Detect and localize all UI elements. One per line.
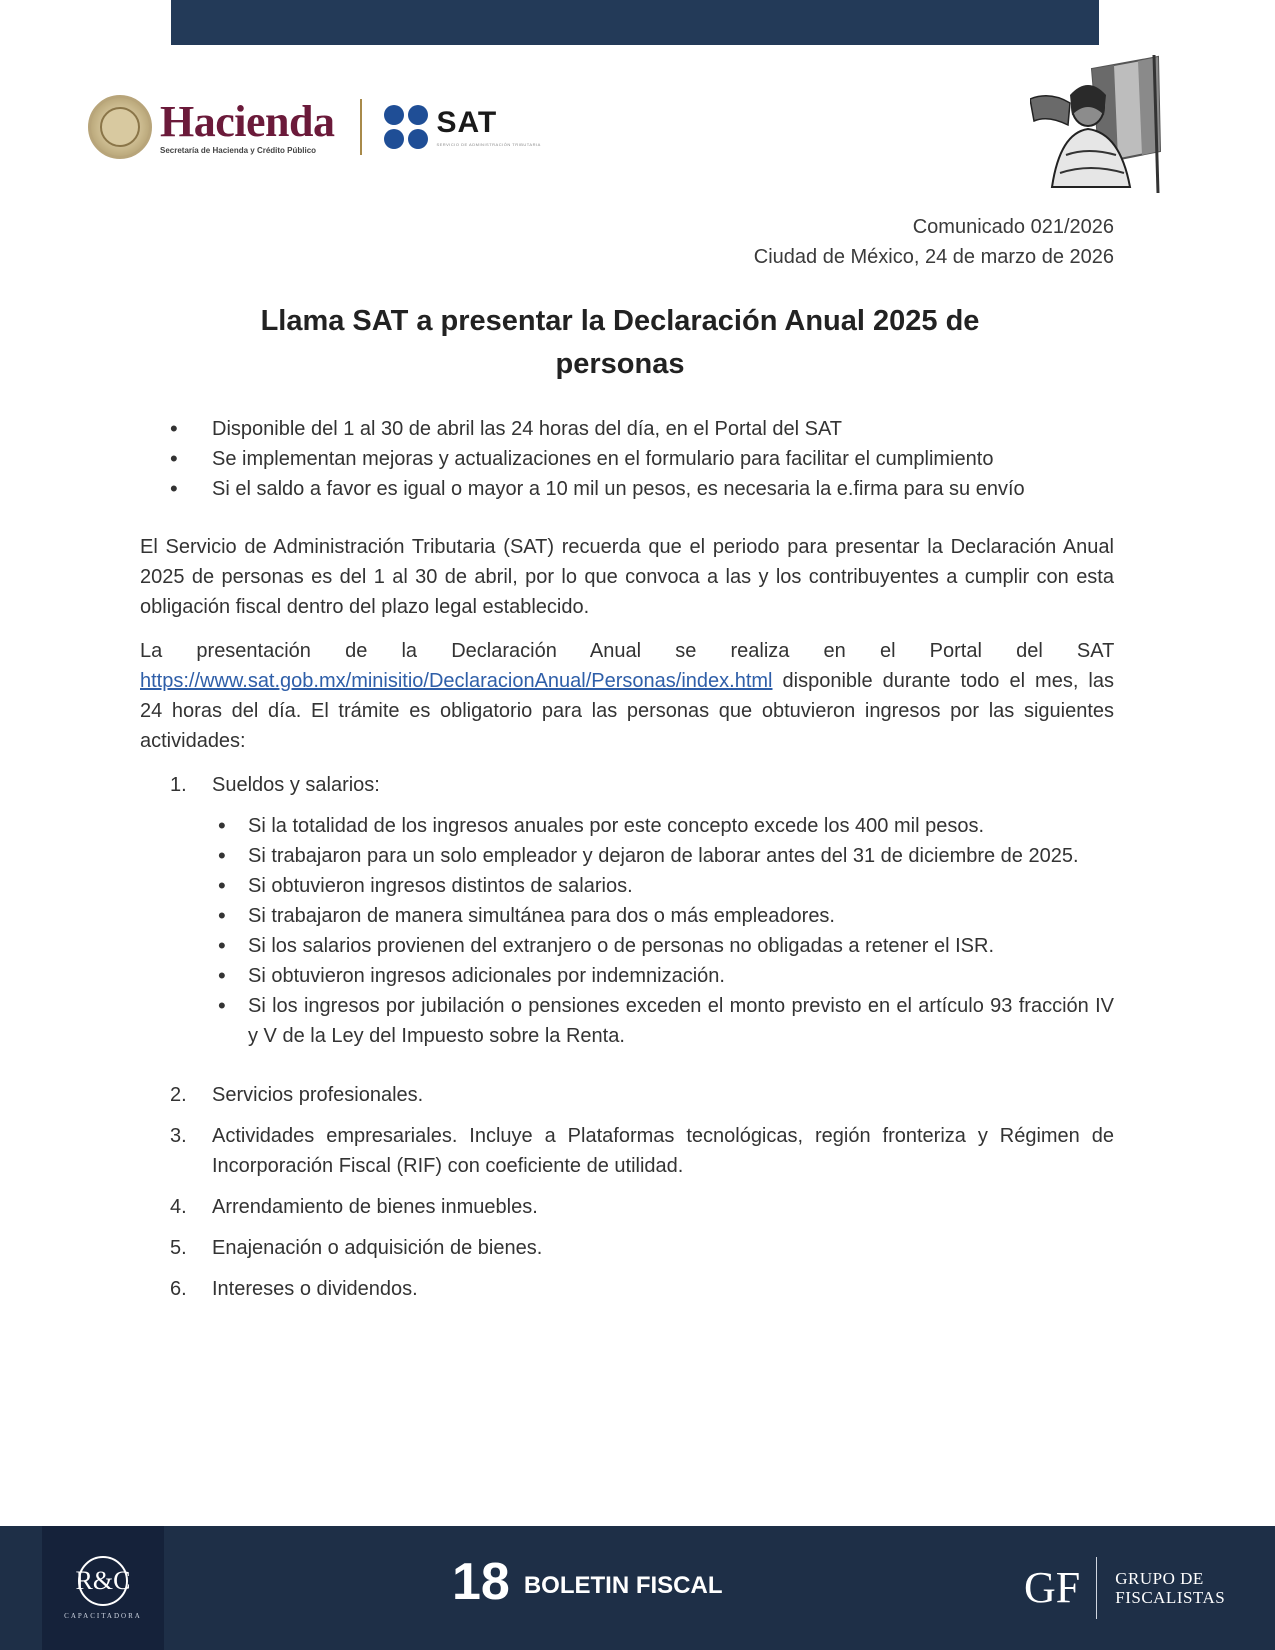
gf-logo-mark: GF [1024, 1563, 1081, 1612]
salary-condition-item: • Si obtuvieron ingresos adicionales por indemnización. [218, 961, 1114, 991]
heroine-flag-illustration-icon [1030, 55, 1166, 195]
activities-list [170, 770, 1114, 1304]
highlight-item: • Disponible del 1 al 30 de abril las 24 horas del día, en el Portal del SAT [170, 414, 1114, 444]
top-banner-bar [171, 0, 1099, 45]
government-logos [88, 92, 541, 162]
rc-logo-subtitle: CAPACITADORA [64, 1612, 142, 1620]
activity-text: Enajenación o adquisición de bienes. [212, 1237, 543, 1259]
salary-condition-item: • Si trabajaron de manera simultánea para dos o más empleadores. [218, 901, 1114, 931]
activity-item [170, 1121, 1114, 1181]
gf-logo-line2: FISCALISTAS [1115, 1588, 1226, 1607]
activity-item [170, 1080, 1114, 1110]
portal-paragraph [140, 636, 1114, 756]
salary-condition-item: • Si la totalidad de los ingresos anuales por este concepto excede los 400 mil pesos. [218, 811, 1114, 841]
communique-header [754, 212, 1114, 272]
salary-condition-item: • Si trabajaron para un solo empleador y dejaron de laborar antes del 31 de diciembre de 2025. [218, 841, 1114, 871]
rc-capacitadora-logo [42, 1526, 164, 1650]
activity-number: 4. [170, 1196, 187, 1218]
communique-number: Comunicado 021/2026 [912, 216, 1114, 238]
page-footer [0, 1526, 1275, 1650]
salary-condition-item: • Si obtuvieron ingresos distintos de salarios. [218, 871, 1114, 901]
gf-logo-line1: GRUPO DE [1115, 1569, 1204, 1588]
activity-number: 5. [170, 1237, 187, 1259]
activity-text: Intereses o dividendos. [212, 1278, 418, 1300]
activity-text: Arrendamiento de bienes inmuebles. [212, 1196, 538, 1218]
rc-logo-mark: R&C [78, 1556, 128, 1606]
activity-number: 3. [170, 1125, 187, 1147]
activity-number: 1. [170, 774, 187, 796]
activity-item [170, 1192, 1114, 1222]
grupo-fiscalistas-logo [1024, 1550, 1225, 1626]
highlights-list [170, 414, 1114, 504]
activity-item [170, 770, 1114, 1051]
page-number: 18 [452, 1553, 510, 1611]
hacienda-subtitle: Secretaría de Hacienda y Crédito Público [160, 145, 317, 155]
salary-condition-item: • Si los salarios provienen del extranjero o de personas no obligadas a retener el ISR. [218, 931, 1114, 961]
footer-page-info [452, 1554, 723, 1610]
sat-portal-link[interactable]: https://www.sat.gob.mx/minisitio/DeclaracionAnual/Personas/index.html [140, 670, 773, 692]
intro-paragraph: El Servicio de Administración Tributaria (SAT) recuerda que el periodo para presentar la Declaración Anual 2025 de personas es del 1 al 30 de abril, por lo que convoca a las y los contribuyentes a cumplir con esta obligación fiscal dentro del plazo legal establecido. [140, 536, 1114, 618]
salary-conditions-list [218, 811, 1114, 1051]
activity-item [170, 1274, 1114, 1304]
sat-wordmark: SAT [436, 105, 498, 139]
gf-divider [1096, 1557, 1097, 1619]
place-date: Ciudad de México, 24 de marzo de 2026 [753, 246, 1114, 268]
activity-number: 6. [170, 1278, 187, 1300]
highlight-item: • Si el saldo a favor es igual o mayor a 10 mil un pesos, es necesaria la e.firma para su envío [170, 474, 1114, 504]
document-body [140, 414, 1114, 1315]
activity-text: Sueldos y salarios: [212, 774, 380, 796]
activity-item [170, 1233, 1114, 1263]
hacienda-wordmark: Hacienda [160, 96, 335, 146]
sat-subtitle: SERVICIO DE ADMINISTRACIÓN TRIBUTARIA [436, 141, 541, 147]
activity-text: Servicios profesionales. [212, 1084, 424, 1106]
portal-paragraph-end: disponible durante todo el mes, las 24 horas del día. El trámite es obligatorio para las personas que obtuvieron ingresos por las siguientes actividades: [140, 670, 1114, 752]
sat-logo [384, 105, 540, 149]
hacienda-logo [160, 96, 335, 155]
highlight-item: • Se implementan mejoras y actualizaciones en el formulario para facilitar el cumplimiento [170, 444, 1114, 474]
logo-divider [360, 99, 362, 155]
portal-paragraph-start: La presentación de la Declaración Anual se realiza en el Portal del SAT [140, 640, 1114, 662]
sat-dots-icon [384, 105, 428, 149]
bulletin-label: BOLETIN FISCAL [523, 1572, 723, 1599]
document-title: Llama SAT a presentar la Declaración Anual 2025 de personas [260, 305, 980, 380]
activity-number: 2. [170, 1084, 187, 1106]
salary-condition-item: • Si los ingresos por jubilación o pensiones exceden el monto previsto en el artículo 93 fracción IV y V de la Ley del Impuesto sobre la Renta. [218, 991, 1114, 1051]
national-seal-icon [88, 95, 152, 159]
activity-text: Actividades empresariales. Incluye a Plataformas tecnológicas, región fronteriza y Régimen de Incorporación Fiscal (RIF) con coeficiente de utilidad. [212, 1125, 1114, 1177]
